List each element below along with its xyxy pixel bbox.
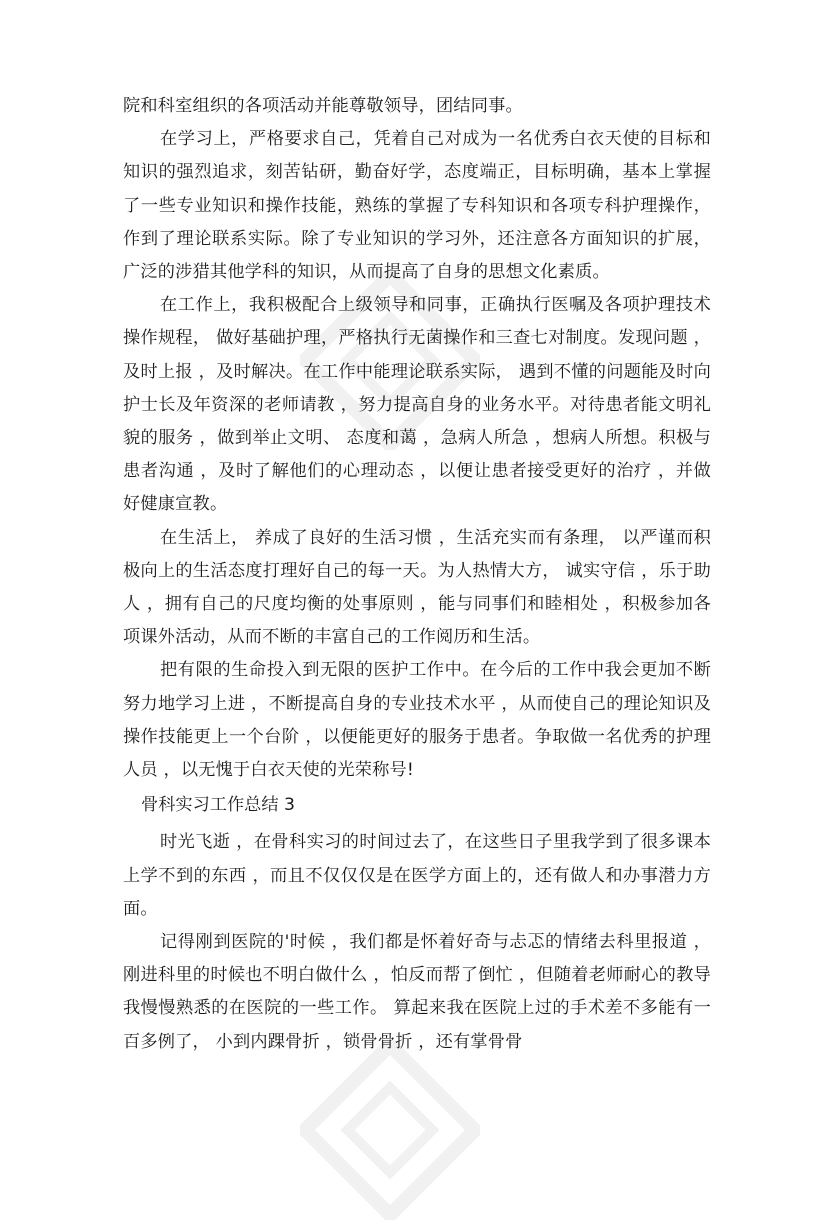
watermark-logo-icon (300, 1040, 480, 1220)
paragraph-closing: 把有限的生命投入到无限的医护工作中。在今后的工作中我会更加不断努力地学习上进 ，不断提高自身的专业技术水平 ，从而使自己的理论知识及操作技能更上一个台阶 ，以便能更好的服务于患者。争取做一名优秀的护理人员 ，以无愧于白衣天使的光荣称号! (123, 660, 711, 781)
paragraph-study: 在学习上，严格要求自己，凭着自己对成为一名优秀白衣天使的目标和知识的强烈追求，刻苦钻研，勤奋好学，态度端正，目标明确，基本上掌握了一些专业知识和操作技能，熟练的掌握了专科知识和各项专科护理操作，作到了理论联系实际。除了专业知识的学习外，还注意各方面知识的扩展，广泛的涉猎其他学科的知识，从而提高了自身的思想文化素质。 (123, 129, 711, 283)
document-body (123, 90, 711, 1059)
paragraph-work: 在工作上，我积极配合上级领导和同事，正确执行医嘱及各项护理技术操作规程， 做好基础护理，严格执行无菌操作和三查七对制度。发现问题 ，及时上报 ，及时解决。在工作中能理论联系实际， 遇到不懂的问题能及时向护士长及年资深的老师请教 ，努力提高自身的业务水平。对待患者能文明礼貌的服务 ，做到举止文明、 态度和蔼 ，急病人所急 ，想病人所想。积极与患者沟通 ，及时了解他们的心理动态 ，以便让患者接受更好的治疗 ，并做好健康宣教。 (123, 295, 711, 515)
paragraph-continuation: 院和科室组织的各项活动并能尊敬领导，团结同事。 (123, 96, 523, 116)
paragraph-life: 在生活上， 养成了良好的生活习惯 ，生活充实而有条理， 以严谨而积极向上的生活态度打理好自己的每一天。为人热情大方， 诚实守信 ，乐于助人 ，拥有自己的尺度均衡的处事原则 ，能与同事们和睦相处 ，积极参加各项课外活动，从而不断的丰富自己的工作阅历和生活。 (123, 527, 711, 648)
section-title: 骨科实习工作总结 3 (141, 795, 295, 816)
paragraph-intro: 时光飞逝 ，在骨科实习的时间过去了，在这些日子里我学到了很多课本上学不到的东西 ，而且不仅仅仅是在医学方面上的，还有做人和办事潜力方面。 (123, 832, 711, 919)
paragraph-memory: 记得刚到医院的'时候 ，我们都是怀着好奇与忐忑的情绪去科里报道 ，刚进科里的时候也不明白做什么 ，怕反而帮了倒忙 ，但随着老师耐心的教导我慢慢熟悉的在医院的一些工作。 算起来我在医院上过的手术差不多能有一百多例了， 小到内踝骨折 ，锁骨骨折 ，还有掌骨骨 (123, 932, 711, 1052)
